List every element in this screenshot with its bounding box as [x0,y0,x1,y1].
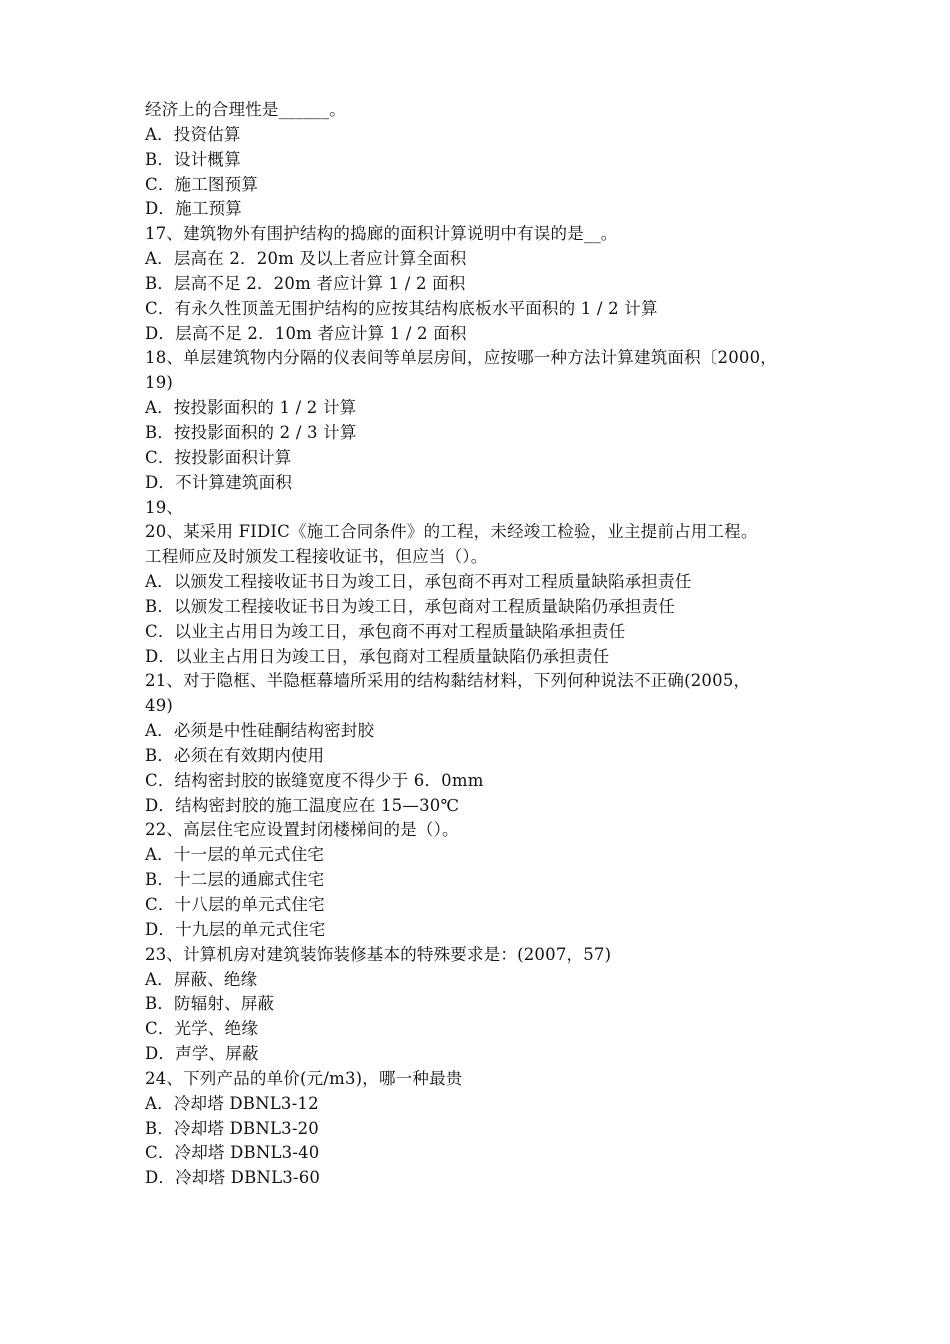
text-line: A．层高在 2．20m 及以上者应计算全面积 [145,249,467,269]
question-24: 24、下列产品的单价(元/m3)，哪一种最贵 [145,1068,463,1088]
text-line: B．防辐射、屏蔽 [145,994,275,1014]
text-line: 19) [145,373,174,393]
question-23: 23、计算机房对建筑装饰装修基本的特殊要求是：(2007，57) [145,944,612,964]
text-line: C．有永久性顶盖无围护结构的应按其结构底板水平面积的 1 / 2 计算 [145,298,658,318]
text-line: A．屏蔽、绝缘 [145,969,258,989]
text-line: B．十二层的通廊式住宅 [145,870,325,890]
question-17: 17、建筑物外有围护结构的捣廊的面积计算说明中有误的是__。 [145,224,618,244]
document-body [145,98,825,1191]
text-line: B．层高不足 2．20m 者应计算 1 / 2 面积 [145,273,466,293]
text-line: A．以颁发工程接收证书日为竣工日，承包商不再对工程质量缺陷承担责任 [145,572,692,592]
text-line: B．设计概算 [145,149,241,169]
text-line: B．按投影面积的 2 / 3 计算 [145,422,357,442]
question-18: 18、单层建筑物内分隔的仪表间等单层房间，应按哪一种方法计算建筑面积〔2000， [145,348,777,368]
text-line: C．十八层的单元式住宅 [145,895,325,914]
text-line: D．冷却塔 DBNL3-60 [145,1168,321,1188]
question-21: 21、对于隐框、半隐框幕墙所采用的结构黏结材料，下列何种说法不正确(2005， [145,671,751,691]
text-line: A．按投影面积的 1 / 2 计算 [145,398,357,418]
text-line: 经济上的合理性是______。 [145,100,346,119]
text-line: A．冷却塔 DBNL3-12 [145,1093,319,1113]
text-line: C．以业主占用日为竣工日，承包商不再对工程质量缺陷承担责任 [145,621,626,641]
text-line: D．声学、屏蔽 [145,1044,259,1064]
text-line: C．按投影面积计算 [145,447,292,467]
text-line: 49) [145,696,174,716]
text-line: A．十一层的单元式住宅 [145,845,325,865]
text-line: D．层高不足 2．10m 者应计算 1 / 2 面积 [145,323,467,343]
text-line: D．不计算建筑面积 [145,472,293,492]
text-line: D．十九层的单元式住宅 [145,919,326,939]
text-line: B．必须在有效期内使用 [145,745,325,765]
text-line: C．光学、绝缘 [145,1019,259,1039]
text-line: B．冷却塔 DBNL3-20 [145,1118,319,1138]
text-line: C．冷却塔 DBNL3-40 [145,1143,320,1163]
text-line: C．结构密封胶的嵌缝宽度不得少于 6．0mm [145,770,484,790]
text-line: C．施工图预算 [145,174,259,194]
text-line: A．投资估算 [145,124,241,144]
question-19: 19、 [145,497,184,517]
question-22: 22、高层住宅应设置封闭楼梯间的是（）。 [145,820,459,840]
text-line: D．以业主占用日为竣工日，承包商对工程质量缺陷仍承担责任 [145,646,610,666]
question-20: 20、某采用 FIDIC《施工合同条件》的工程，未经竣工检验，业主提前占用工程。 [145,522,758,542]
text-line: A．必须是中性硅酮结构密封胶 [145,721,375,741]
text-line: D．结构密封胶的施工温度应在 15—30℃ [145,795,460,815]
text-line: B．以颁发工程接收证书日为竣工日，承包商对工程质量缺陷仍承担责任 [145,596,676,616]
text-line: D．施工预算 [145,199,242,219]
text-line: 工程师应及时颁发工程接收证书，但应当（）。 [145,547,488,567]
